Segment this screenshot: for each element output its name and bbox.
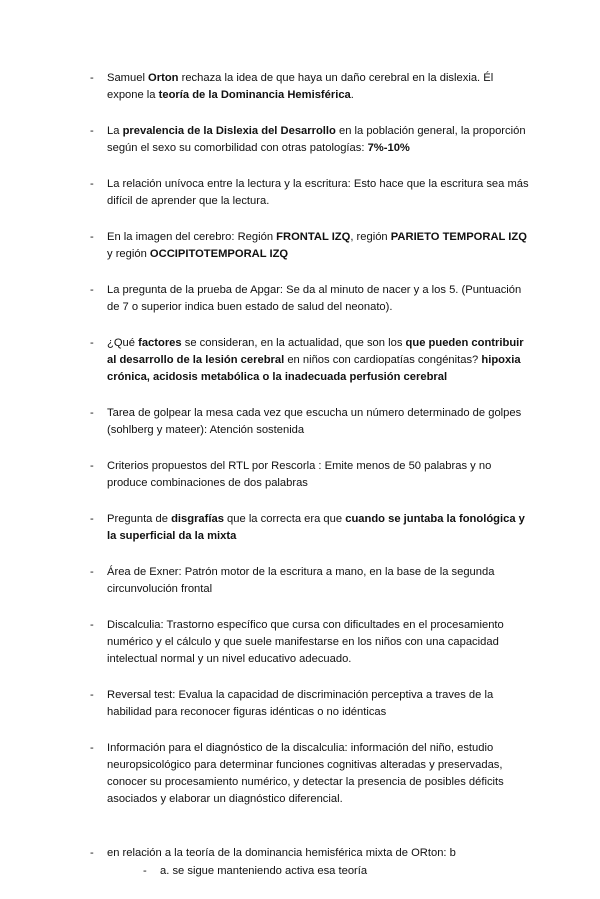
bold-text-segment: que pueden contribuir al desarrollo de la lesión cerebral	[107, 337, 524, 366]
text-segment: .	[350, 89, 354, 101]
text-segment: En la imagen del cerebro: Región	[107, 231, 277, 243]
text-segment: en niños con cardiopatías congénitas?	[284, 354, 482, 366]
bullet-dash: -	[90, 513, 94, 525]
text-segment: Samuel	[107, 72, 149, 84]
bullet-dash: -	[90, 619, 94, 631]
text-segment: que la correcta era que	[223, 513, 346, 525]
bullet-item	[90, 229, 530, 263]
bullet-text	[107, 282, 530, 316]
text-segment: Tarea de golpear la mesa cada vez que escucha un número determinado de golpes (sohlberg y mateer): Atención sostenida	[107, 407, 522, 436]
bold-text-segment: 7%-10%	[367, 142, 410, 154]
bullet-item	[90, 70, 530, 104]
bullet-item	[90, 335, 530, 386]
bullet-dash: -	[90, 72, 94, 84]
bullet-dash: -	[90, 689, 94, 701]
bold-text-segment: PARIETO TEMPORAL IZQ	[390, 231, 527, 243]
bullet-dash: -	[90, 847, 94, 859]
bullet-item	[90, 845, 530, 880]
bold-text-segment: disgrafías	[171, 513, 224, 525]
bold-text-segment: cuando se juntaba la fonológica y la superficial da la mixta	[107, 513, 525, 542]
bullet-item	[90, 564, 530, 598]
bullet-dash: -	[90, 566, 94, 578]
bullet-text	[107, 70, 530, 104]
bullet-dash: -	[90, 337, 94, 349]
bullet-text	[107, 405, 530, 439]
text-segment: Criterios propuestos del RTL por Rescorla : Emite menos de 50 palabras y no produce combinaciones de dos palabras	[107, 460, 492, 489]
text-segment: en relación a la teoría de la dominancia hemisférica mixta de ORton: b	[107, 847, 456, 859]
bullet-dash: -	[90, 742, 94, 754]
bullet-text	[107, 176, 530, 210]
bold-text-segment: FRONTAL IZQ	[276, 231, 351, 243]
bullet-item	[90, 405, 530, 439]
bullet-text	[107, 335, 530, 386]
text-segment: La pregunta de la prueba de Apgar: Se da al minuto de nacer y a los 5. (Puntuación de 7 o superior indica buen estado de salud del neonato).	[107, 284, 522, 313]
bullet-item	[90, 511, 530, 545]
bullet-dash: -	[90, 125, 94, 137]
bullet-item	[90, 740, 530, 808]
bold-text-segment: factores	[138, 337, 182, 349]
notes-list	[90, 70, 530, 899]
bullet-dash: -	[90, 284, 94, 296]
text-segment: se consideran, en la actualidad, que son los	[181, 337, 406, 349]
text-segment: La	[107, 125, 123, 137]
text-segment: La relación unívoca entre la lectura y la escritura: Esto hace que la escritura sea más difícil de aprender que la lectura.	[107, 178, 529, 207]
bullet-text	[107, 687, 530, 721]
text-segment: , región	[350, 231, 391, 243]
text-segment: Área de Exner: Patrón motor de la escritura a mano, en la base de la segunda circunvolución frontal	[107, 566, 495, 595]
bullet-item	[90, 282, 530, 316]
sub-bullet-dash: -	[143, 865, 147, 877]
bullet-text	[107, 511, 530, 545]
text-segment: Pregunta de	[107, 513, 172, 525]
bullet-text	[107, 123, 530, 157]
bold-text-segment: OCCIPITOTEMPORAL IZQ	[149, 248, 289, 260]
sub-bullet-text	[160, 863, 530, 880]
text-segment: ¿Qué	[107, 337, 139, 349]
text-segment: y región	[107, 248, 150, 260]
bold-text-segment: hipoxia crónica, acidosis metabólica o la inadecuada perfusión cerebral	[107, 354, 521, 383]
text-segment: rechaza la idea de que haya un daño cerebral en la dislexia. Él expone la	[107, 72, 494, 101]
bullet-dash: -	[90, 407, 94, 419]
bullet-dash: -	[90, 178, 94, 190]
bullet-text	[107, 617, 530, 668]
bullet-item	[90, 176, 530, 210]
bullet-text	[107, 564, 530, 598]
bullet-text	[107, 458, 530, 492]
bullet-text	[107, 740, 530, 808]
text-segment: en la población general, la proporción según el sexo su comorbilidad con otras patologías:	[107, 125, 526, 154]
bold-text-segment: Orton	[148, 72, 179, 84]
text-segment: Reversal test: Evalua la capacidad de discriminación perceptiva a traves de la habilidad para reconocer figuras idénticas o no idénticas	[107, 689, 494, 718]
text-segment: Discalculia: Trastorno específico que cursa con dificultades en el procesamiento numérico y el cálculo y que suele manifestarse en los niños con una capacidad intelectual normal y un nivel educativo adecuado.	[107, 619, 504, 665]
bullet-text	[107, 229, 530, 263]
bullet-item	[90, 687, 530, 721]
text-segment: a. se sigue manteniendo activa esa teoría	[160, 865, 368, 877]
bullet-item	[90, 617, 530, 668]
bullet-dash: -	[90, 231, 94, 243]
text-segment: Información para el diagnóstico de la discalculia: información del niño, estudio neuropsicológico para determinar funciones cognitivas alteradas y preservadas, conocer su procesamiento numérico, y detectar la presencia de posibles déficits asociados y elaborar un diagnóstico diferencial.	[107, 742, 504, 805]
bullet-dash: -	[90, 460, 94, 472]
bold-text-segment: teoría de la Dominancia Hemisférica	[158, 89, 351, 101]
bullet-item	[90, 123, 530, 157]
sub-bullet-item	[107, 863, 530, 880]
bullet-item	[90, 458, 530, 492]
bold-text-segment: prevalencia de la Dislexia del Desarrollo	[122, 125, 336, 137]
